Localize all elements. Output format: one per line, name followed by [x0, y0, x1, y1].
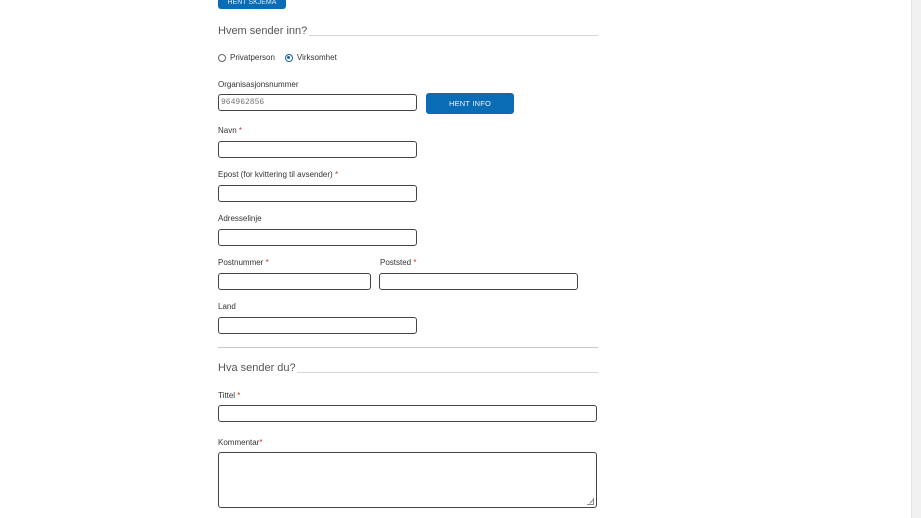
- hent-info-button[interactable]: HENT INFO: [426, 93, 514, 114]
- country-input[interactable]: [218, 317, 417, 334]
- section-title-content: Hva sender du?: [218, 362, 296, 374]
- postal-place-input[interactable]: [379, 273, 578, 290]
- postal-code-input[interactable]: [218, 273, 371, 290]
- org-number-label: Organisasjonsnummer: [218, 80, 299, 89]
- section-divider: [309, 35, 598, 36]
- section-divider: [297, 372, 598, 373]
- title-input[interactable]: [218, 405, 597, 422]
- form-divider: [218, 347, 598, 348]
- address-input[interactable]: [218, 229, 417, 246]
- name-input[interactable]: [218, 141, 417, 158]
- resize-handle-icon[interactable]: [587, 498, 594, 505]
- section-title-sender: Hvem sender inn?: [218, 25, 308, 37]
- sender-type-radio-group: [218, 53, 347, 62]
- radio-privatperson[interactable]: [218, 54, 226, 62]
- scrollbar[interactable]: [911, 0, 921, 518]
- org-number-input[interactable]: 964962856: [218, 94, 417, 111]
- name-label: Navn *: [218, 126, 243, 135]
- title-label: Tittel *: [218, 391, 241, 400]
- country-label: Land: [218, 302, 236, 311]
- comment-label: Kommentar*: [218, 438, 263, 447]
- email-label: Epost (for kvittering til avsender) *: [218, 170, 339, 179]
- postal-place-label: Poststed *: [380, 258, 417, 267]
- radio-label-privatperson: Privatperson: [230, 53, 275, 62]
- hent-skjema-button[interactable]: HENT SKJEMA: [218, 0, 286, 9]
- comment-textarea[interactable]: [218, 452, 597, 508]
- address-label: Adresselinje: [218, 214, 262, 223]
- postal-code-label: Postnummer *: [218, 258, 269, 267]
- radio-virksomhet[interactable]: [285, 54, 293, 62]
- email-input[interactable]: [218, 185, 417, 202]
- radio-label-virksomhet: Virksomhet: [296, 53, 337, 62]
